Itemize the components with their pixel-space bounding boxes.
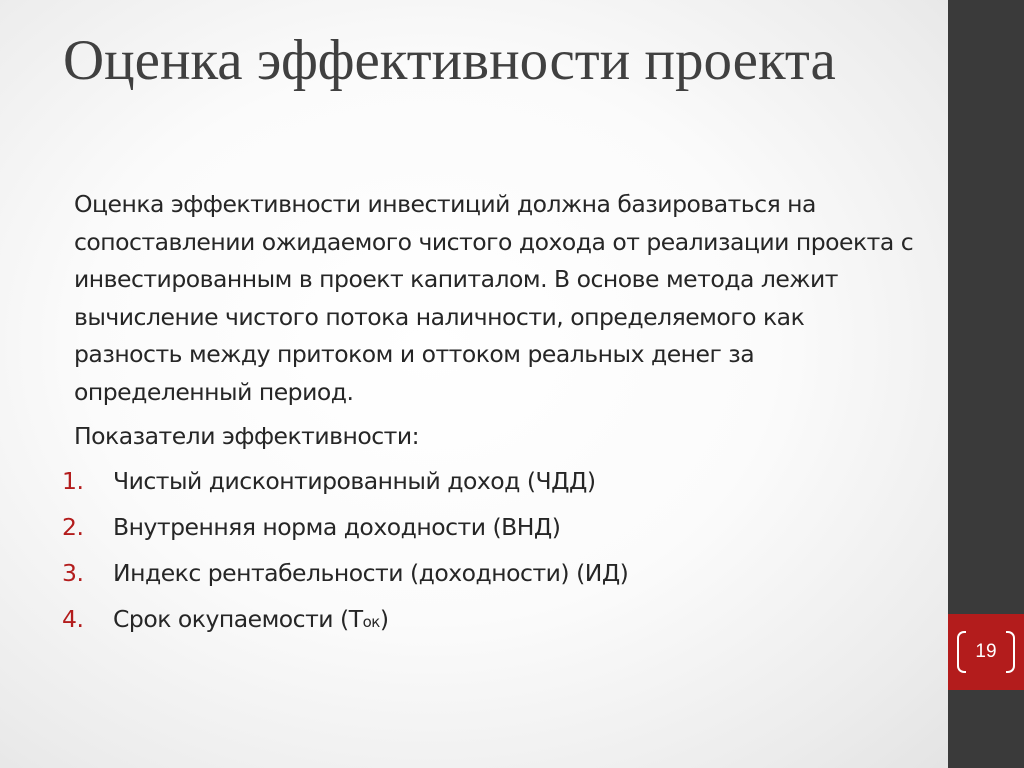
list-item-number: 3. (62, 559, 84, 588)
list-item-text: Чистый дисконтированный доход (ЧДД) (113, 467, 596, 496)
page-number-tab (948, 614, 1024, 690)
list-item-suffix: ) (379, 605, 389, 634)
list-item-text: Индекс рентабельности (доходности) (ИД) (113, 559, 629, 588)
list-item-subscript: ок (362, 613, 380, 632)
indicators-heading: Показатели эффективности: (74, 421, 420, 450)
list-item (0, 509, 930, 555)
list-item-number: 2. (62, 513, 84, 542)
list-item-text: Срок окупаемости (Т (113, 605, 363, 634)
list-item-number: 1. (62, 467, 84, 496)
body-paragraph: Оценка эффективности инвестиций должна базироваться на сопоставлении ожидаемого чистого дохода от реализации проекта с инвестированным в проект капиталом. В основе метода лежит вычисление чистого потока наличности, определяемого как разность между притоком и оттоком реальных денег за определенный период. (74, 190, 914, 406)
list-item-text: Внутренняя норма доходности (ВНД) (113, 513, 561, 542)
list-item-number: 4. (62, 605, 84, 634)
page-number: 19 (975, 641, 997, 662)
slide-title: Оценка эффективности проекта (63, 29, 836, 92)
list-item (0, 601, 930, 647)
list-item (0, 463, 930, 509)
list-item (0, 555, 930, 601)
indicators-list (0, 463, 930, 647)
slide-content (0, 186, 930, 647)
list-item-text-container (113, 601, 388, 641)
